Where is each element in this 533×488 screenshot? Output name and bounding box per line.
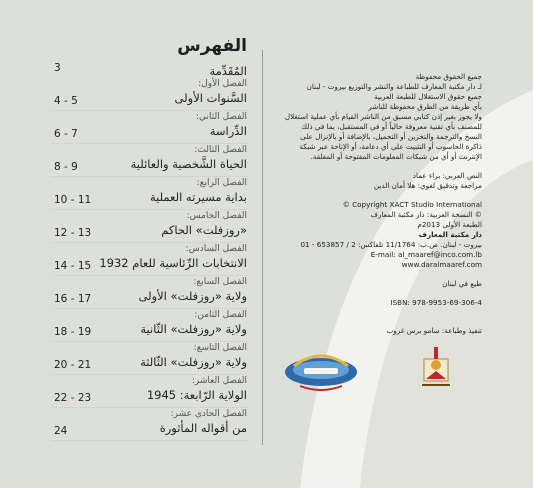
chapter-pages: 24 — [54, 425, 68, 437]
chapter-label: الفصل الثالث: — [194, 145, 247, 155]
chapter-title: ولاية «روزفلت» الأولى — [138, 289, 247, 303]
toc-entry — [52, 276, 247, 309]
rights-line: جميع الحقوق محفوظة — [415, 72, 482, 81]
chapter-label: الفصل العاشر: — [191, 376, 247, 386]
chapter-label: الفصل الحادي عشر: — [170, 409, 247, 419]
toc-title: الفهرس — [177, 36, 247, 56]
rights-line: ذاكرة الحاسوب أو التثبيت على أي دعامة، أو الإتاحة عبر شبكة — [299, 142, 482, 151]
rights-line: جميع حقوق الاستغلال للطبعة العربية — [374, 92, 482, 101]
printed-in: طبع في لبنان — [442, 279, 482, 288]
chapter-title: ولاية «روزفلت» الثّانية — [140, 322, 247, 336]
copyright-line: © Copyright XACT Studio International — [342, 200, 482, 209]
copyright-notice — [272, 72, 482, 336]
chapter-title: الولاية الرّابعة: 1945 — [146, 388, 247, 402]
publisher-logo — [418, 345, 454, 389]
chapter-pages: 20 - 21 — [54, 359, 92, 371]
toc-entry — [52, 408, 247, 441]
chapter-pages: 10 - 11 — [54, 194, 92, 206]
toc-entry — [52, 243, 247, 276]
isbn: ISBN: 978-9953-69-306-4 — [390, 298, 482, 307]
chapter-pages: 8 - 9 — [54, 161, 78, 173]
author-line: النص العربي: براء عماد — [412, 171, 482, 180]
intro-title: المُقَدِّمة — [209, 64, 247, 78]
chapter-pages: 6 - 7 — [54, 128, 78, 140]
chapter-label: الفصل السادس: — [185, 244, 247, 254]
chapter-title: بداية مسيرته العملية — [149, 190, 247, 204]
rights-line: النسخ والترجمة والتخزين أو التحميل، بالإضافة أو بالإنزال على — [300, 132, 482, 141]
toc-entry — [52, 375, 247, 408]
toc-entry — [52, 78, 247, 111]
copyright-arabic: © النسخة العربية: دار مكتبة المعارف — [370, 210, 482, 219]
intro-pages: 3 — [54, 62, 61, 74]
chapter-title: الدِّراسة — [209, 124, 247, 138]
chapter-label: الفصل الرابع: — [196, 178, 247, 188]
rights-line: الإنترنت أو أي من شبكات المعلومات المفتوحة أو المغلقة. — [310, 152, 482, 161]
chapter-label: الفصل التاسع: — [193, 343, 247, 353]
publisher-address: بيروت - لبنان. ص.ب: 11/1764 تلفاكس: 2 / 653857 - 01 — [300, 240, 482, 249]
edition-line: الطبعة الأولى 2013م — [417, 220, 482, 229]
chapter-pages: 16 - 17 — [54, 293, 92, 305]
table-of-contents — [52, 36, 247, 441]
toc-entry — [52, 144, 247, 177]
rights-line: بأي طريقة من الطرق محفوظة للناشر — [368, 102, 482, 111]
chapter-pages: 4 - 5 — [54, 95, 78, 107]
toc-entry — [52, 177, 247, 210]
rights-line: للمصنف بأي تقنية معروفة حالياً أو في المستقبل، بما في ذلك — [301, 122, 482, 131]
chapter-title: السَّنوات الأولى — [174, 91, 247, 105]
chapter-title: من أقواله المأثورة — [159, 421, 247, 435]
publisher-website: www.daralmaaref.com — [401, 260, 482, 269]
publisher-name: دار مكتبة المعارف — [418, 230, 482, 239]
toc-intro — [52, 60, 247, 78]
chapter-label: الفصل الأول: — [198, 79, 247, 89]
chapter-pages: 18 - 19 — [54, 326, 92, 338]
chapter-label: الفصل السابع: — [193, 277, 247, 287]
rights-line: لـ دار مكتبة المعارف للطباعة والنشر والتوزيع بيروت - لبنان — [306, 82, 482, 91]
toc-entry — [52, 210, 247, 243]
toc-entry — [52, 309, 247, 342]
studio-logo — [280, 342, 362, 396]
chapter-title: ولاية «روزفلت» الثّالثة — [140, 355, 247, 369]
chapter-pages: 22 - 23 — [54, 392, 92, 404]
chapter-pages: 12 - 13 — [54, 227, 92, 239]
chapter-label: الفصل الثاني: — [195, 112, 247, 122]
rights-line: ولا يجوز بغير إذن كتابي مسبق من الناشر القيام بأي عملية استغلال — [284, 112, 482, 121]
toc-entry — [52, 111, 247, 144]
chapter-label: الفصل الثامن: — [194, 310, 247, 320]
toc-entry — [52, 342, 247, 375]
editor-line: مراجعة وتدقيق لغوي: هلا أمان الدين — [373, 181, 482, 190]
chapter-title: الانتخابات الرِّئاسية للعام 1932 — [99, 256, 247, 270]
chapter-pages: 14 - 15 — [54, 260, 92, 272]
chapter-title: الحياة الشَّخصية والعائلية — [130, 157, 247, 171]
chapter-label: الفصل الخامس: — [186, 211, 247, 221]
chapter-title: «روزفلت» الحاكم — [161, 223, 247, 237]
printer-line: تنفيذ وطباعة: سامو برس غروب — [386, 326, 482, 335]
publisher-email: E-mail: al_maaref@inco.com.lb — [370, 250, 482, 259]
column-divider — [262, 50, 263, 445]
